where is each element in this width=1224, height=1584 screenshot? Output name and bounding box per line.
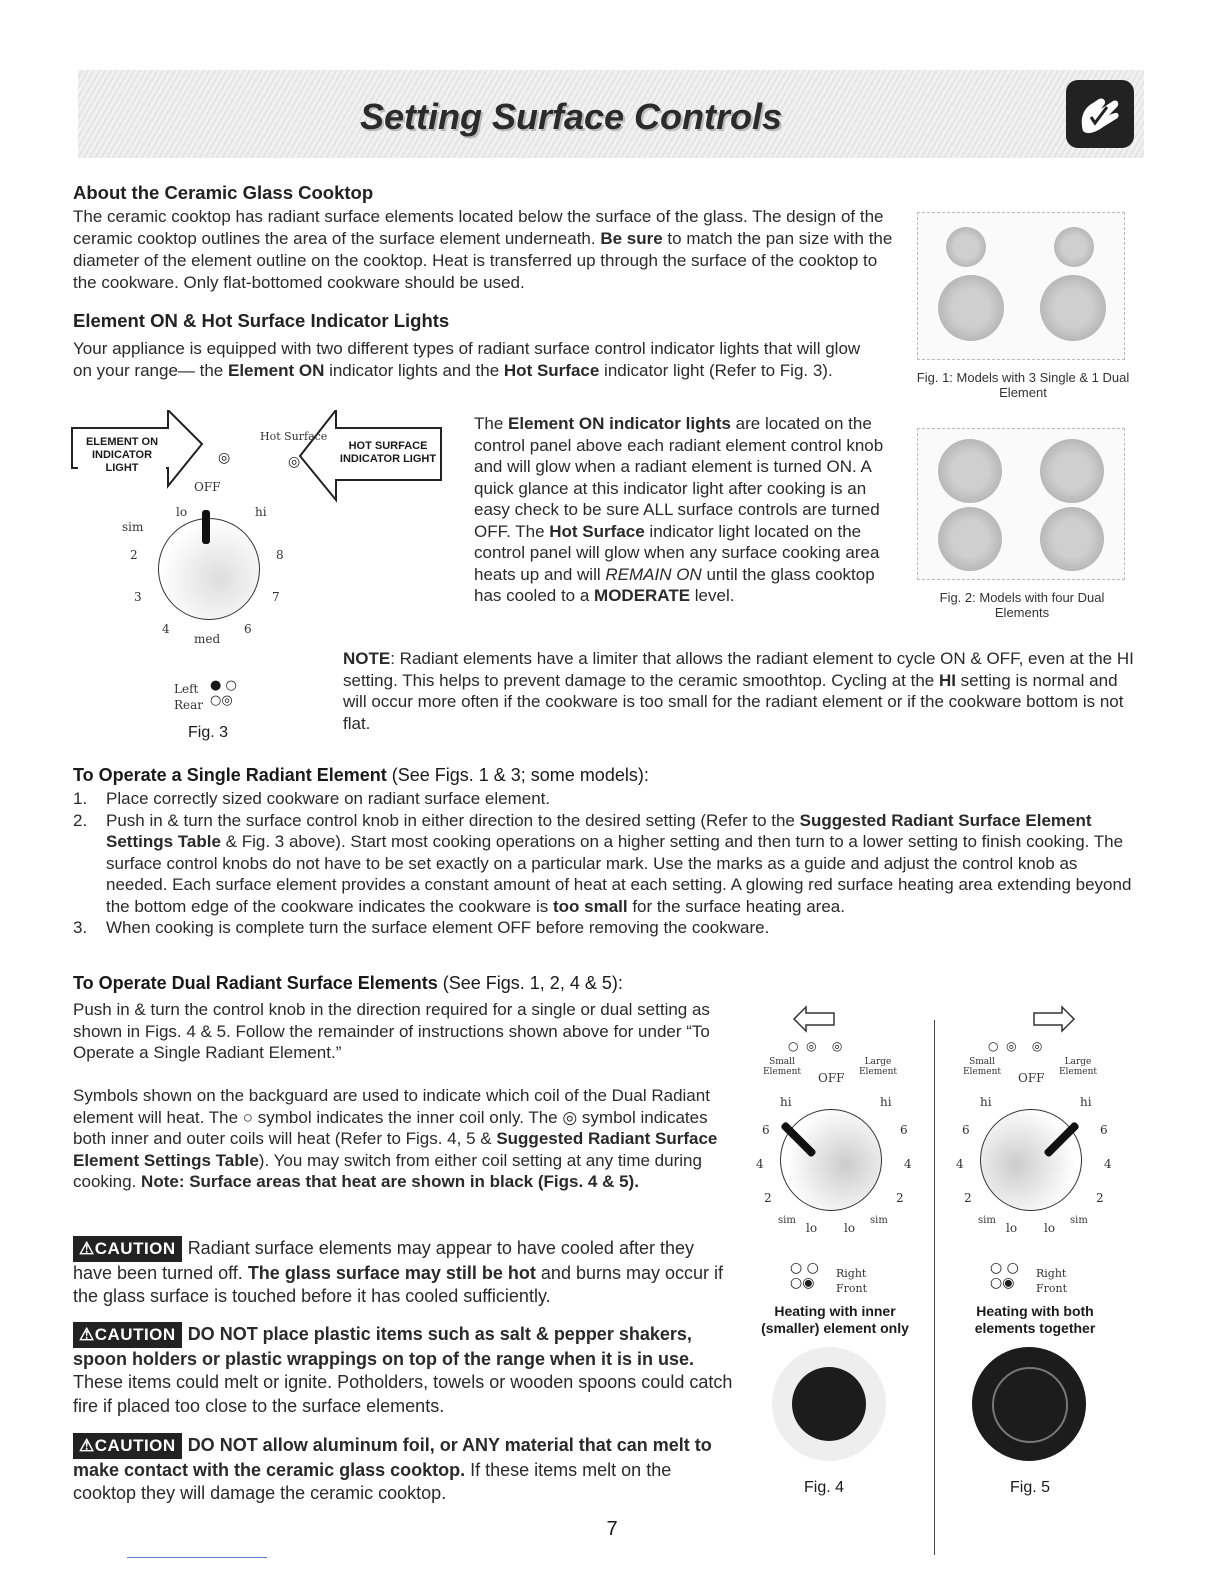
knob-4-label: 4	[956, 1157, 964, 1171]
front-label: Front	[1036, 1282, 1068, 1295]
fig1-caption: Fig. 1: Models with 3 Single & 1 Dual Element	[916, 370, 1130, 400]
fig4-caption: Fig. 4	[804, 1479, 845, 1496]
rear-label: Rear	[174, 698, 204, 712]
burner	[946, 227, 986, 267]
knob-6-label: 6	[762, 1123, 770, 1137]
knob-7-label: 7	[272, 590, 280, 604]
coil-symbols: ○ ◎ ◎	[788, 1039, 843, 1053]
burner	[1040, 275, 1106, 341]
dual-text-1: Push in & turn the control knob in the direction required for a single or dual setting as shown in Figs. 4 & 5. Follow the remainder of instructions shown above for under “To Operate a Single Radiant Element.”	[73, 1000, 710, 1062]
burner	[1040, 439, 1104, 503]
knob-dial	[980, 1109, 1082, 1211]
burner	[938, 275, 1004, 341]
knob-4-label: 4	[904, 1157, 912, 1171]
knob-lo-label: lo	[176, 505, 188, 519]
right-front-indicator-icon: ○ ○ ○◉	[990, 1260, 1019, 1291]
list-item: 1. Place correctly sized cookware on radiant surface element.	[73, 789, 551, 808]
fig3-caption: Fig. 3	[188, 724, 229, 741]
knob-hi-label: hi	[980, 1095, 992, 1109]
caution-badge: ⚠CAUTION	[73, 1433, 182, 1459]
burner	[938, 439, 1002, 503]
large-element-label: Large Element	[1058, 1057, 1098, 1077]
element-on-callout: ELEMENT ON INDICATOR LIGHT	[78, 436, 166, 475]
knob-dial	[780, 1109, 882, 1211]
knob-6-label: 6	[900, 1123, 908, 1137]
knob-off-label: OFF	[1018, 1071, 1045, 1085]
left-label: Left	[174, 682, 199, 696]
hot-surface-light-icon: ◎	[288, 454, 301, 470]
right-front-indicator-icon: ○ ○ ○◉	[790, 1260, 819, 1291]
about-text: The ceramic cooktop has radiant surface elements located below the surface of the glass. The design of the ceramic cooktop outlines the area of the surface element underneath. Be sure to match the pan size with the diameter of the element outline on the cooktop. Heat is transferred up through the surface of the cooktop to the cookware. Only flat-bottomed cookware should be used.	[73, 207, 893, 292]
knob-lo-label: lo	[844, 1221, 856, 1235]
knob-3-label: 3	[134, 590, 142, 604]
hand-touch-icon	[1066, 80, 1134, 148]
fig5-caption: Fig. 5	[1010, 1479, 1051, 1496]
header-banner	[78, 70, 1144, 158]
knob-sim-label: sim	[870, 1215, 888, 1226]
knob-lo-label: lo	[1006, 1221, 1018, 1235]
hot-surface-callout: HOT SURFACE INDICATOR LIGHT	[339, 440, 437, 465]
dual-text-2: Symbols shown on the backguard are used to indicate which coil of the Dual Radiant element will heat. The ○ symbol indicates the inner coil only. The ◎ symbol indicates both inner and outer coils will heat (Refer to Figs. 4, 5 & Suggested Radiant Surface Element Settings Table). You may switch from either coil setting at any time during cooking. Note: Surface areas that heat are shown in black (Figs. 4 & 5).	[73, 1086, 718, 1191]
fig1-cooktop	[917, 212, 1125, 360]
small-element-label: Small Element	[762, 1057, 802, 1077]
indicator-heading: Element ON & Hot Surface Indicator Lights	[73, 310, 450, 331]
knob-sim-label: sim	[122, 520, 144, 534]
fig4-dual-knob	[750, 1005, 920, 1525]
fig5-label: Heating with both elements together	[974, 1303, 1096, 1336]
footer-rule	[127, 1557, 267, 1558]
small-element-label: Small Element	[962, 1057, 1002, 1077]
knob-6-label: 6	[962, 1123, 970, 1137]
caution-3: ⚠CAUTION DO NOT allow aluminum foil, or ANY material that can melt to make contact with the ceramic glass cooktop. If these items melt on the cooktop they will damage the ceramic cooktop.	[73, 1435, 712, 1503]
knob-4-label: 4	[1104, 1157, 1112, 1171]
burner	[938, 507, 1002, 571]
knob-sim-label: sim	[778, 1215, 796, 1226]
note-text: NOTE: Radiant elements have a limiter that allows the radiant element to cycle ON & OFF, even at the HI setting. This helps to prevent damage to the ceramic smoothtop. Cycling at the HI setting is normal and will occur more often if the cookware is too small for the radiant element or if the cookware bottom is not flat.	[343, 649, 1134, 733]
knob-off-label: OFF	[818, 1071, 845, 1085]
knob-off-label: OFF	[194, 480, 221, 494]
coil-symbols: ○ ◎ ◎	[988, 1039, 1043, 1053]
knob-pointer	[202, 510, 210, 544]
knob-4-label: 4	[756, 1157, 764, 1171]
knob-hi-label: hi	[1080, 1095, 1092, 1109]
knob-4-label: 4	[162, 622, 170, 636]
hot-surface-label: Hot Surface	[260, 430, 328, 443]
dual-heading: To Operate Dual Radiant Surface Elements (See Figs. 1, 2, 4 & 5):	[73, 973, 623, 993]
caution-2: ⚠CAUTION DO NOT place plastic items such as salt & pepper shakers, spoon holders or plastic wrappings on top of the range when it is in use. These items could melt or ignite. Potholders, towels or wooden spoons could catch fire if placed too close to the surface elements.	[73, 1324, 733, 1416]
knob-6-label: 6	[244, 622, 252, 636]
caution-1: ⚠CAUTION Radiant surface elements may appear to have cooled after they have been turned off. The glass surface may still be hot and burns may occur if the glass surface is touched before it has cooled sufficiently.	[73, 1238, 724, 1306]
single-heading: To Operate a Single Radiant Element (See Figs. 1 & 3; some models):	[73, 765, 649, 785]
burner	[1054, 227, 1094, 267]
front-label: Front	[836, 1282, 868, 1295]
indicator-text: Your appliance is equipped with two different types of radiant surface control indicator lights that will glow on your range— the Element ON indicator lights and the Hot Surface indicator light (Refer to Fig. 3).	[73, 339, 861, 380]
right-label: Right	[836, 1267, 867, 1280]
knob-2-label: 2	[896, 1191, 904, 1205]
fig5-dual-knob	[950, 1005, 1120, 1525]
knob-6-label: 6	[1100, 1123, 1108, 1137]
knob-lo-label: lo	[806, 1221, 818, 1235]
arrow-left-icon	[790, 1005, 840, 1035]
knob-2-label: 2	[964, 1191, 972, 1205]
fig2-cooktop	[917, 428, 1125, 580]
knob-8-label: 8	[276, 548, 284, 562]
knob-sim-label: sim	[978, 1215, 996, 1226]
caution-badge: ⚠CAUTION	[73, 1236, 182, 1262]
list-item: 3. When cooking is complete turn the surface element OFF before removing the cookware.	[73, 918, 770, 937]
arrow-right-icon	[1030, 1005, 1080, 1035]
right-label: Right	[1036, 1267, 1067, 1280]
knob-hi-label: hi	[780, 1095, 792, 1109]
knob-lo-label: lo	[1044, 1221, 1056, 1235]
figure-divider	[934, 1020, 935, 1555]
single-steps	[73, 788, 1133, 939]
knob-2-label: 2	[1096, 1191, 1104, 1205]
fig4-label: Heating with inner (smaller) element only	[761, 1303, 909, 1336]
element-on-light-icon: ◎	[218, 450, 231, 466]
knob-hi-label: hi	[255, 505, 267, 519]
burner	[1040, 507, 1104, 571]
knob-2-label: 2	[764, 1191, 772, 1205]
knob-sim-label: sim	[1070, 1215, 1088, 1226]
knob-hi-label: hi	[880, 1095, 892, 1109]
large-element-label: Large Element	[858, 1057, 898, 1077]
about-heading: About the Ceramic Glass Cooktop	[73, 182, 374, 203]
left-rear-indicator-icon: ● ○ ○◎	[210, 678, 237, 708]
page-title: Setting Surface Controls	[359, 96, 783, 137]
inner-element-heated	[992, 1367, 1068, 1443]
fig2-caption: Fig. 2: Models with four Dual Elements	[939, 590, 1105, 620]
knob-2-label: 2	[130, 548, 138, 562]
caution-badge: ⚠CAUTION	[73, 1322, 182, 1348]
page-number: 7	[606, 1518, 618, 1540]
list-item: 2. Push in & turn the surface control knob in either direction to the desired setting (Refer to the Suggested Radiant Surface Element Settings Table & Fig. 3 above). Start most cooking operations on a higher setting and then turn to a lower setting to finish cooking. The surface control knobs do not have to be set exactly on a particular mark. Use the marks as a guide and adjust the control knob as needed. Each surface element provides a constant amount of heat at each setting. A glowing red surface heating area extending beyond the bottom edge of the cookware indicates the cookware is too small for the surface heating area.	[73, 810, 1132, 916]
knob-med-label: med	[194, 632, 221, 646]
element-on-text: The Element ON indicator lights are located on the control panel above each radiant element control knob and will glow when a radiant element is turned ON. A quick glance at this indicator light after cooking is an easy check to be sure ALL surface controls are turned OFF. The Hot Surface indicator light located on the control panel will glow when any surface cooking area heats up and will REMAIN ON until the glass cooktop has cooled to a MODERATE level.	[474, 414, 884, 605]
inner-element-heated	[792, 1367, 866, 1441]
